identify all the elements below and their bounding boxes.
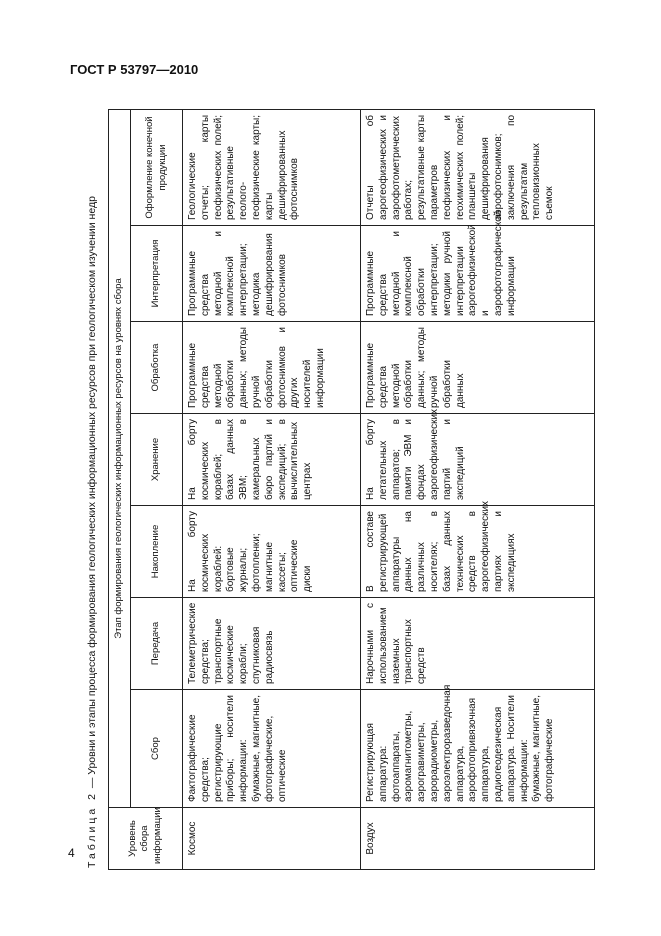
table-caption-prefix: Таблица 2 (86, 791, 98, 868)
column-header: Передача (131, 598, 183, 690)
table-cell: Регистрирующая аппаратура: фотоаппараты, аэромагнитометры, аэрогравиметры, аэрорадиометры, аэроэлектроразведочная аппаратура, аэрофотопривязочная аппаратура, радиогеодезическая аппаратура. Носители информации: бумажные, магнитные, фотографические (361, 690, 595, 808)
table-cell: Программные средства методной обработки данных; методы ручной обработки фотоснимков и других носителей информации (183, 322, 361, 414)
column-header: Интерпретация (131, 226, 183, 322)
table-caption-text: — Уровни и этапы процесса формирования геологических информационных ресурсов при геологическом изучении недр (86, 196, 98, 792)
table-row (183, 109, 361, 869)
level-cell: Воздух (361, 808, 595, 870)
stage-header: Этап формирования геологических информационных ресурсов на уровнях сбора (109, 109, 131, 807)
column-header: Хранение (131, 414, 183, 506)
table-cell: На борту летательных аппаратов; в памяти ЭВМ и фондах аэрогеофизических партий и экспедиций (361, 414, 595, 506)
level-header: Уровень сбора информации (109, 808, 183, 870)
column-header: Накопление (131, 506, 183, 598)
column-header: Оформление конечной продукции (131, 109, 183, 225)
table-cell: В составе регистрирующей аппаратуры данных на различных носителях; в базах данных технических средств в аэрогеофизических партиях и экспедициях (361, 506, 595, 598)
page-number: 4 (68, 846, 75, 860)
document-header: ГОСТ Р 53797—2010 (70, 62, 199, 77)
table-cell: Фактографические средства; регистрирующие приборы; носители информации: бумажные, магнитные, фотографические, оптические (183, 690, 361, 808)
column-header: Обработка (131, 322, 183, 414)
rotated-table-container (86, 110, 601, 870)
table-cell: Программные средства методной и комплексной интерпретации; методика дешифрирования фотоснимков (183, 226, 361, 322)
table-cell: Телеметрические средства; транспортные космические корабли; спутниковая радиосвязь (183, 598, 361, 690)
level-cell: Космос (183, 808, 361, 870)
table-caption (86, 196, 98, 868)
table-cell: Отчеты об аэрогеофизических и аэрофотометрических работах; результативные карты параметров геофизических и геохимических полей; планшеты дешифрирования аэрофотоснимков; заключения по результатам тепловизионных съемок (361, 109, 595, 225)
table-cell: Программные средства методной обработки данных; методы ручной обработки данных (361, 322, 595, 414)
table-cell: Геологические отчеты; карты геофизических полей; результативные геолого-геофизические карты; карты дешифрированных фотоснимков (183, 109, 361, 225)
table-cell: На борту космических кораблей: бортовые журналы; фотопленки; магнитные кассеты; оптические диски (183, 506, 361, 598)
table-row (361, 109, 595, 869)
stages-table (108, 109, 595, 870)
table-cell: На борту космических кораблей; в базах данных ЭВМ; в камеральных бюро партий и экспедиций; в вычислительных центрах (183, 414, 361, 506)
column-header: Сбор (131, 690, 183, 808)
table-cell: Программные средства методной и комплексной обработки интерпретации; методики ручной интерпретации аэрогеофизической и аэрофотографической информации (361, 226, 595, 322)
table-cell: Нарочными с использованием наземных транспортных средств (361, 598, 595, 690)
